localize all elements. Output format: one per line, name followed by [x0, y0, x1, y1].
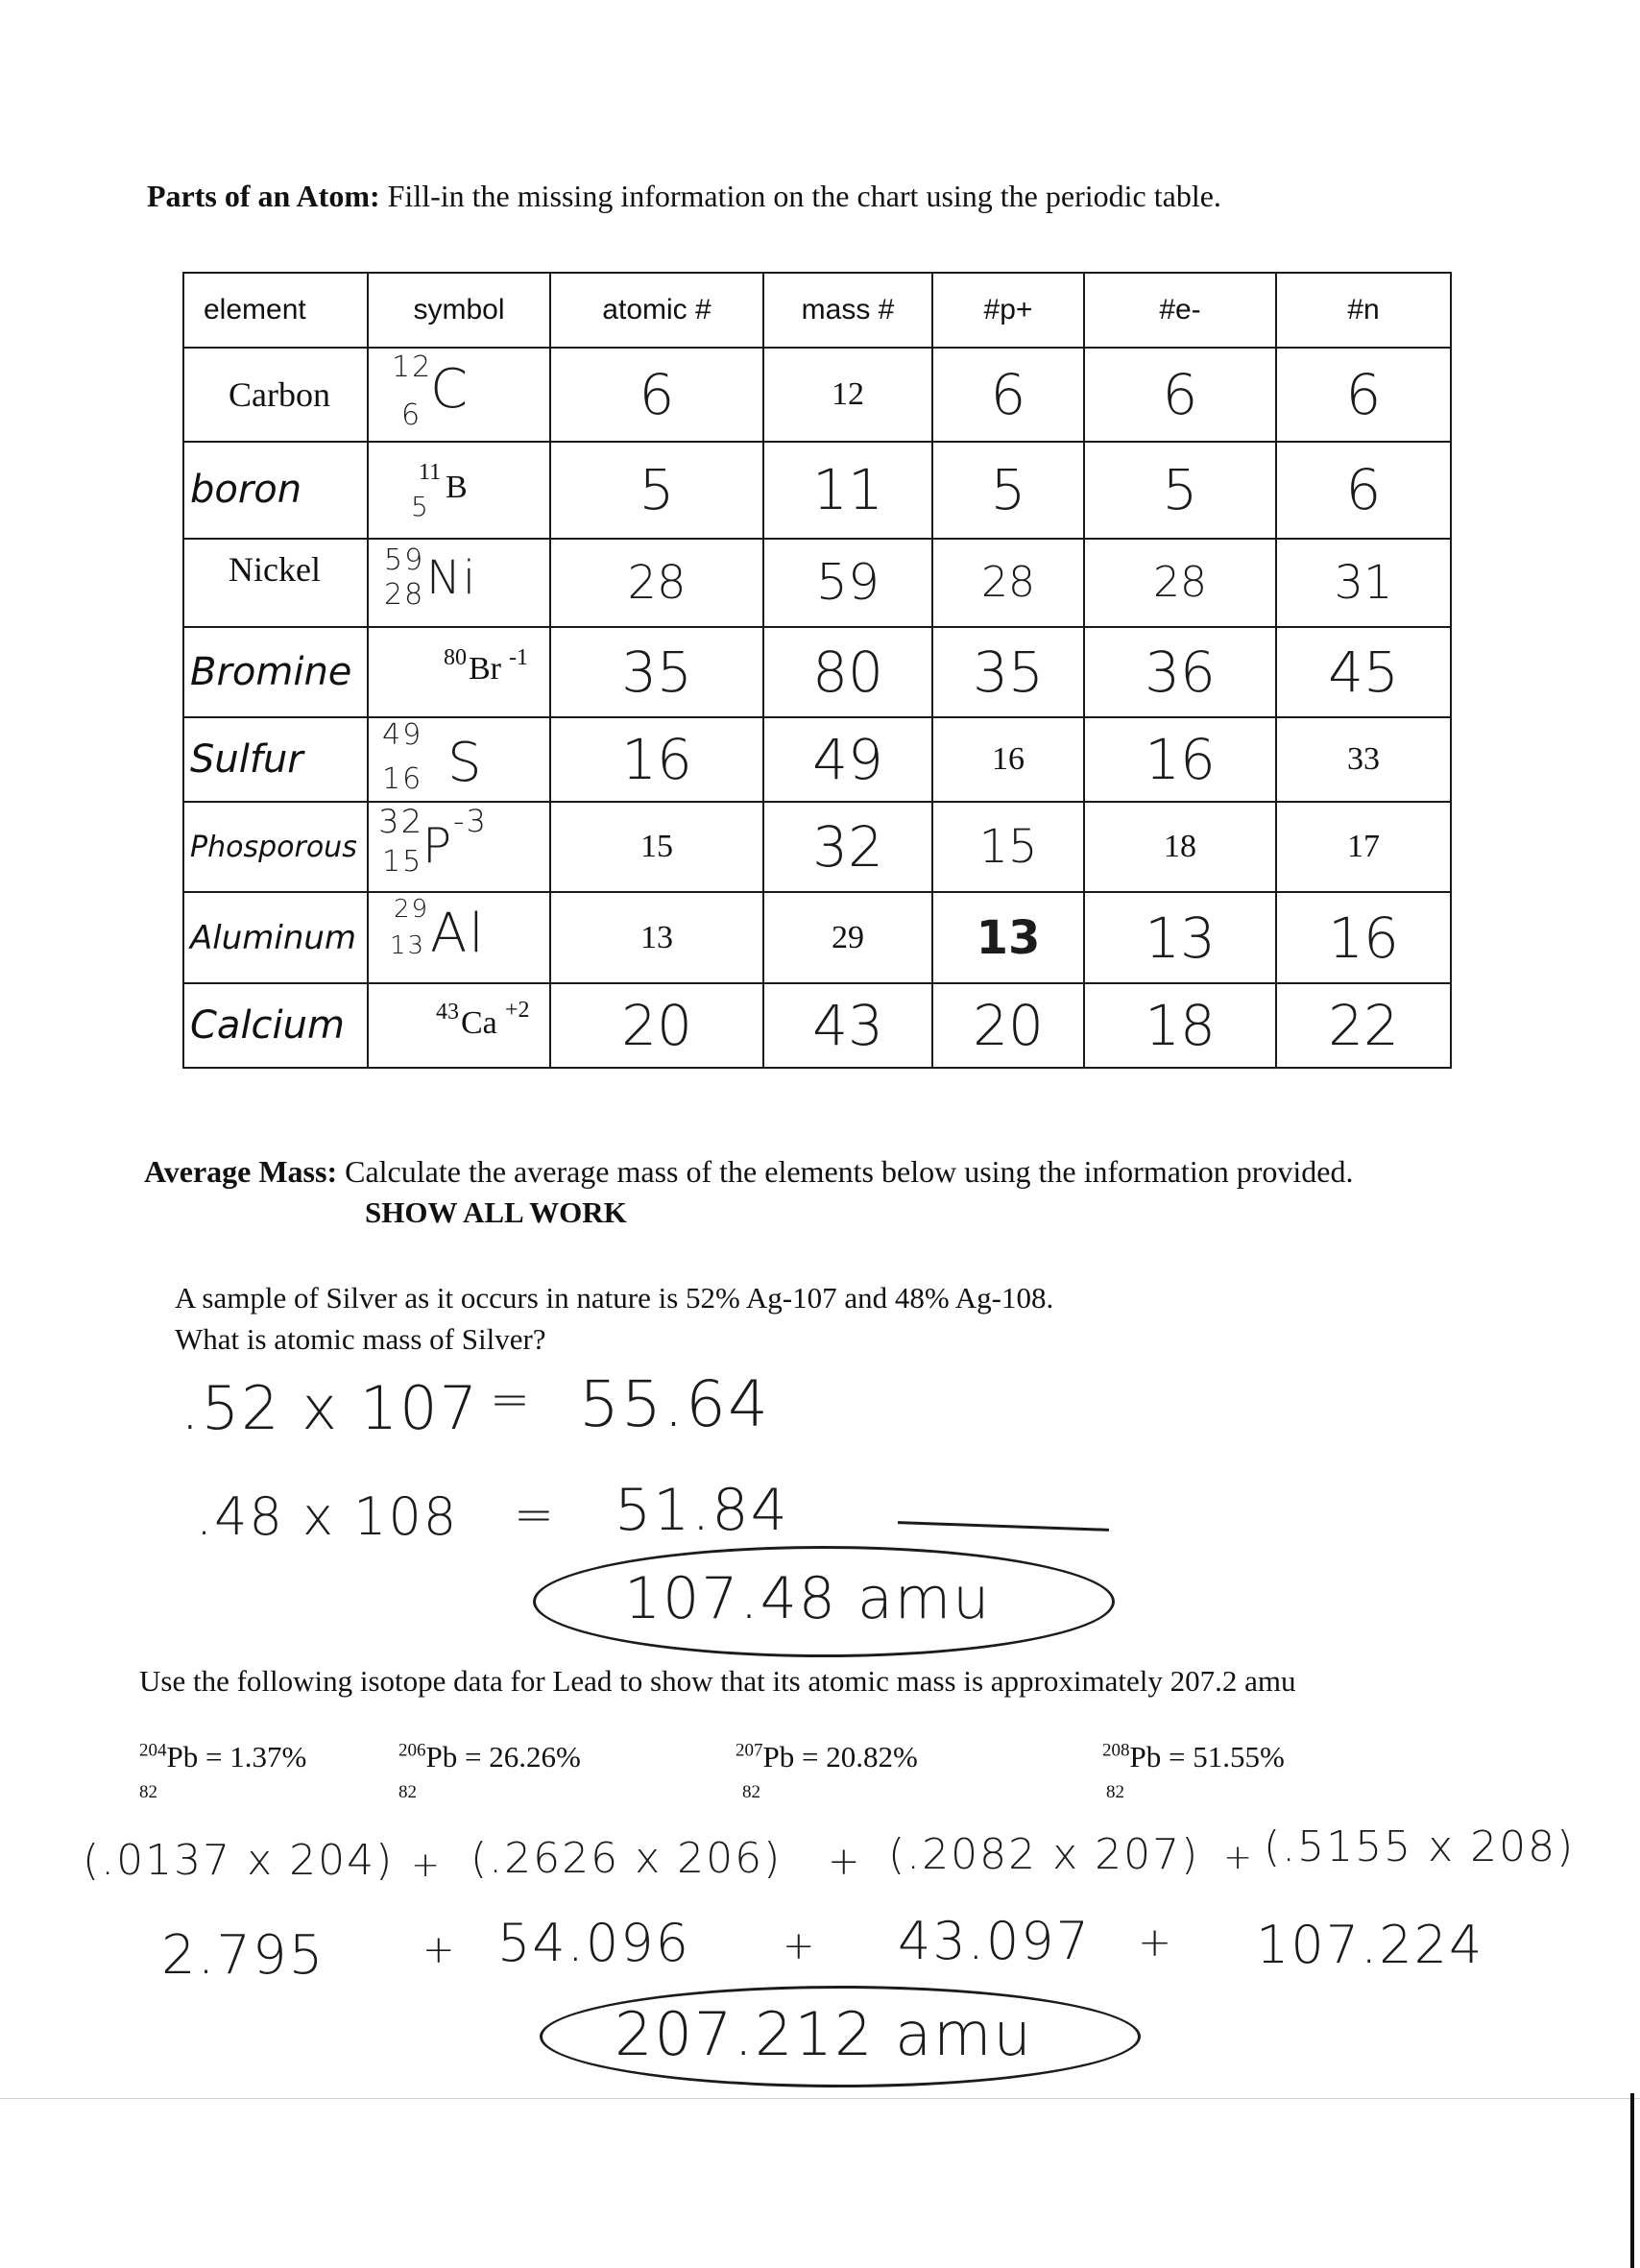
- lead-work-plus: +: [411, 1846, 443, 1885]
- lead-isotope-207: [736, 1740, 918, 1774]
- element-name: Calcium: [183, 983, 368, 1068]
- table-row: [183, 802, 1451, 892]
- electrons-cell: 13: [1084, 892, 1276, 982]
- protons-cell: 13: [932, 892, 1084, 982]
- lead-work-value: 107.224: [1256, 1915, 1484, 1975]
- lead-work-value: 43.097: [898, 1911, 1091, 1971]
- sum-line: [898, 1521, 1109, 1532]
- symbol-mass: 49: [382, 718, 423, 752]
- symbol-element: Ca: [461, 1004, 497, 1041]
- lead-work-plus: +: [783, 1924, 817, 1968]
- header-mass-number: mass #: [763, 273, 932, 348]
- mass-number-cell: 11: [763, 442, 932, 538]
- neutrons-cell: 33: [1276, 717, 1451, 802]
- isotope-symbol: Pb: [425, 1740, 458, 1773]
- lead-answer: 207.212 amu: [615, 1999, 1033, 2069]
- symbol-mass: 43: [436, 999, 459, 1025]
- electrons-cell: 18: [1084, 802, 1276, 892]
- neutrons-cell: 17: [1276, 802, 1451, 892]
- isotope-abundance: = 26.26%: [457, 1740, 581, 1773]
- protons-cell: 15: [932, 802, 1084, 892]
- atomic-number-cell: 5: [550, 442, 763, 538]
- symbol-element: B: [446, 470, 468, 506]
- symbol-mass: 80: [444, 644, 467, 670]
- symbol-mass: 29: [394, 895, 430, 925]
- lead-isotope-208-z: 82: [1106, 1782, 1124, 1802]
- lead-work-plus: +: [422, 1928, 457, 1972]
- symbol-cell: [368, 348, 550, 442]
- lead-isotope-207-z: 82: [742, 1782, 760, 1802]
- symbol-mass: 59: [384, 543, 425, 577]
- silver-work-line1-left: .52 x 107: [181, 1373, 480, 1443]
- average-mass-text: Calculate the average mass of the elements below using the information provided.: [345, 1154, 1354, 1189]
- element-name: Aluminum: [183, 892, 368, 982]
- protons-cell: 20: [932, 983, 1084, 1068]
- element-name: Phosporous: [183, 802, 368, 892]
- isotope-mass: 207: [736, 1740, 763, 1761]
- lead-work-value: 54.096: [497, 1913, 690, 1973]
- mass-number-cell: 32: [763, 802, 932, 892]
- parts-heading-text: Fill-in the missing information on the chart using the periodic table.: [387, 179, 1221, 213]
- symbol-cell: [368, 717, 550, 802]
- table-row: [183, 348, 1451, 442]
- neutrons-cell: 45: [1276, 627, 1451, 717]
- header-protons: #p+: [932, 273, 1084, 348]
- symbol-atomic-number: 6: [401, 398, 422, 432]
- symbol-element: Al: [430, 903, 486, 966]
- atomic-number-cell: 16: [550, 717, 763, 802]
- table-row: [183, 627, 1451, 717]
- parts-heading: [147, 179, 1221, 214]
- electrons-cell: 28: [1084, 539, 1276, 627]
- symbol-cell: [368, 892, 550, 982]
- lead-work-term: (.0137 x 204): [83, 1836, 395, 1885]
- symbol-atomic-number: 5: [411, 491, 430, 523]
- lead-isotope-206-z: 82: [398, 1782, 417, 1802]
- isotope-mass: 204: [139, 1740, 167, 1761]
- electrons-cell: 5: [1084, 442, 1276, 538]
- symbol-mass: 12: [392, 350, 433, 384]
- parts-heading-label: Parts of an Atom:: [147, 179, 380, 213]
- table-header-row: [183, 273, 1451, 348]
- protons-cell: 16: [932, 717, 1084, 802]
- mass-number-cell: 12: [763, 348, 932, 442]
- lead-isotope-208: [1102, 1740, 1285, 1774]
- isotope-symbol: Pb: [1129, 1740, 1162, 1773]
- atomic-number-cell: 20: [550, 983, 763, 1068]
- mass-number-cell: 29: [763, 892, 932, 982]
- isotope-symbol: Pb: [762, 1740, 795, 1773]
- symbol-element: C: [430, 358, 470, 421]
- element-name: Nickel: [183, 539, 368, 627]
- page-divider: [0, 2098, 1640, 2099]
- symbol-element: P: [422, 818, 454, 875]
- symbol-cell: [368, 539, 550, 627]
- symbol-charge: +2: [505, 997, 530, 1023]
- table-row: [183, 442, 1451, 538]
- protons-cell: 28: [932, 539, 1084, 627]
- neutrons-cell: 6: [1276, 442, 1451, 538]
- isotope-symbol: Pb: [166, 1740, 199, 1773]
- symbol-charge: -3: [453, 803, 488, 840]
- element-name: Carbon: [183, 348, 368, 442]
- electrons-cell: 18: [1084, 983, 1276, 1068]
- symbol-mass: 11: [419, 460, 442, 486]
- electrons-cell: 16: [1084, 717, 1276, 802]
- symbol-cell: [368, 442, 550, 538]
- lead-question: Use the following isotope data for Lead to show that its atomic mass is approximately 207.2 amu: [139, 1664, 1296, 1698]
- mass-number-cell: 59: [763, 539, 932, 627]
- symbol-element: S: [447, 732, 484, 794]
- symbol-atomic-number: 13: [390, 931, 426, 961]
- symbol-cell: [368, 627, 550, 717]
- symbol-atomic-number: 15: [382, 845, 423, 880]
- average-mass-label: Average Mass:: [144, 1154, 338, 1189]
- protons-cell: 6: [932, 348, 1084, 442]
- header-element: element: [183, 273, 368, 348]
- isotope-mass: 206: [398, 1740, 426, 1761]
- silver-work-line2-left: .48 x 108: [196, 1486, 459, 1547]
- neutrons-cell: 6: [1276, 348, 1451, 442]
- atomic-number-cell: 13: [550, 892, 763, 982]
- symbol-atomic-number: 28: [384, 577, 425, 612]
- electrons-cell: 36: [1084, 627, 1276, 717]
- symbol-charge: -1: [509, 644, 528, 670]
- electrons-cell: 6: [1084, 348, 1276, 442]
- lead-work-plus: +: [1223, 1838, 1255, 1877]
- show-work-instruction: SHOW ALL WORK: [365, 1195, 627, 1229]
- table-row: [183, 717, 1451, 802]
- table-row: [183, 983, 1451, 1068]
- symbol-cell: [368, 983, 550, 1068]
- lead-isotope-206: [398, 1740, 581, 1774]
- neutrons-cell: 22: [1276, 983, 1451, 1068]
- mass-number-cell: 43: [763, 983, 932, 1068]
- isotope-abundance: = 1.37%: [198, 1740, 307, 1773]
- silver-work-line2-equals: =: [514, 1486, 556, 1542]
- symbol-mass: 32: [378, 803, 424, 842]
- neutrons-cell: 31: [1276, 539, 1451, 627]
- atomic-number-cell: 28: [550, 539, 763, 627]
- table-row: [183, 892, 1451, 982]
- average-mass-heading: [144, 1154, 1353, 1190]
- symbol-element: Ni: [426, 550, 478, 605]
- protons-cell: 35: [932, 627, 1084, 717]
- header-neutrons: #n: [1276, 273, 1451, 348]
- element-name: Bromine: [183, 627, 368, 717]
- atomic-number-cell: 35: [550, 627, 763, 717]
- symbol-element: Br: [469, 650, 501, 687]
- silver-work-line1-equals: =: [490, 1371, 532, 1427]
- atomic-number-cell: 6: [550, 348, 763, 442]
- scan-edge-bar: [1630, 2093, 1634, 2268]
- lead-work-plus: +: [828, 1840, 862, 1884]
- atomic-number-cell: 15: [550, 802, 763, 892]
- mass-number-cell: 80: [763, 627, 932, 717]
- lead-work-plus: +: [1138, 1918, 1174, 1966]
- isotope-abundance: = 20.82%: [794, 1740, 918, 1773]
- header-electrons: #e-: [1084, 273, 1276, 348]
- lead-isotope-204-z: 82: [139, 1782, 157, 1802]
- element-name: Sulfur: [183, 717, 368, 802]
- lead-work-term: (.2626 x 206): [470, 1834, 783, 1883]
- silver-work-line1-right: 55.64: [579, 1367, 770, 1441]
- symbol-atomic-number: 16: [382, 762, 423, 796]
- lead-work-value: 2.795: [161, 1924, 326, 1987]
- silver-answer: 107.48 amu: [624, 1565, 992, 1632]
- lead-work-term: (.2082 x 207): [888, 1830, 1200, 1879]
- silver-question-line2: What is atomic mass of Silver?: [175, 1322, 546, 1356]
- element-name: boron: [183, 442, 368, 538]
- symbol-cell: [368, 802, 550, 892]
- mass-number-cell: 49: [763, 717, 932, 802]
- lead-work-term: (.5155 x 208): [1264, 1822, 1576, 1871]
- protons-cell: 5: [932, 442, 1084, 538]
- neutrons-cell: 16: [1276, 892, 1451, 982]
- isotope-mass: 208: [1102, 1740, 1130, 1761]
- atom-table: [182, 272, 1452, 1069]
- header-symbol: symbol: [368, 273, 550, 348]
- header-atomic-number: atomic #: [550, 273, 763, 348]
- silver-work-line2-right: 51.84: [615, 1477, 789, 1544]
- silver-question-line1: A sample of Silver as it occurs in nature is 52% Ag-107 and 48% Ag-108.: [175, 1281, 1054, 1315]
- table-row: [183, 539, 1451, 627]
- lead-isotope-204: [139, 1740, 306, 1774]
- isotope-abundance: = 51.55%: [1161, 1740, 1285, 1773]
